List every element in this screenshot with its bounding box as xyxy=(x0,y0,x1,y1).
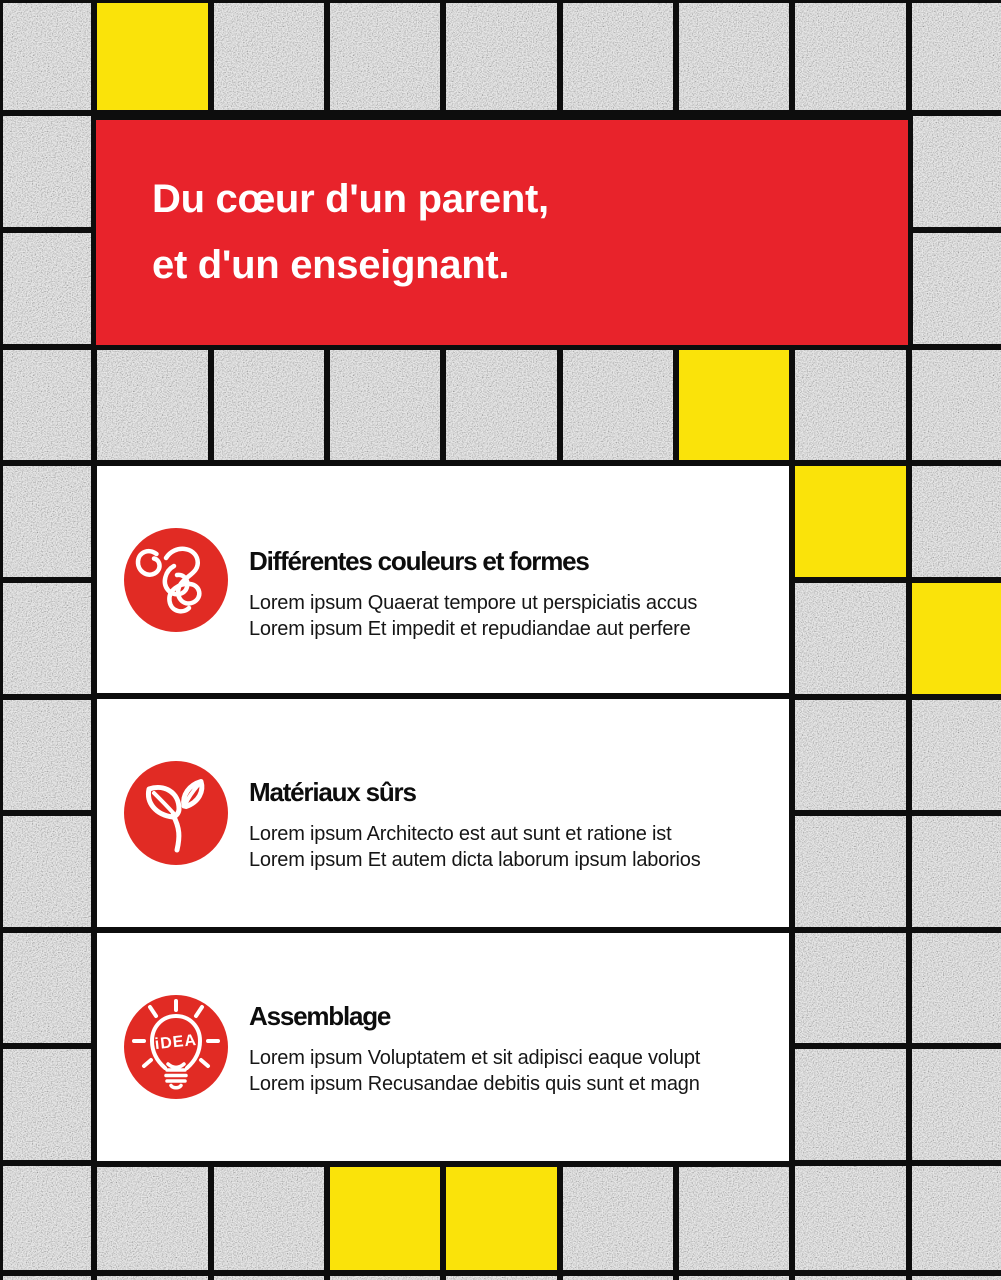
grid-top-edge xyxy=(0,0,1001,3)
card-body-line: Lorem ipsum Et autem dicta laborum ipsum laborios xyxy=(249,849,701,871)
grid-left-edge xyxy=(0,0,3,1280)
card-title: Différentes couleurs et formes xyxy=(249,545,589,576)
card-title: Matériaux sûrs xyxy=(249,777,416,807)
headline-line-1: Du cœur d'un parent, xyxy=(152,177,549,221)
feature-card-assembly xyxy=(97,933,789,1161)
card-body xyxy=(249,821,701,873)
idea-lightbulb-icon xyxy=(123,994,229,1100)
card-title: Assemblage xyxy=(249,1001,391,1031)
card-body-line: Lorem ipsum Et impedit et repudiandae aut perfere xyxy=(249,617,691,640)
feature-cards xyxy=(91,460,795,1167)
card-body xyxy=(249,1045,700,1097)
card-body-line: Lorem ipsum Recusandae debitis quis sunt et magn xyxy=(249,1073,700,1095)
card-body-line: Lorem ipsum Architecto est aut sunt et ratione ist xyxy=(249,823,672,845)
card-body-line: Lorem ipsum Quaerat tempore ut perspiciatis accus xyxy=(249,591,698,614)
card-body-line: Lorem ipsum Voluptatem et sit adipisci eaque volupt xyxy=(249,1047,701,1069)
plant-sprout-icon xyxy=(123,760,229,866)
scribble-icon xyxy=(123,527,229,633)
grid-horizontal-line xyxy=(0,1270,1001,1276)
feature-card-colors xyxy=(97,466,789,693)
headline-banner xyxy=(91,115,913,350)
card-body xyxy=(249,590,697,642)
idea-label: iDEA xyxy=(154,1031,198,1054)
feature-card-materials xyxy=(97,699,789,927)
headline-line-2: et d'un enseignant. xyxy=(152,243,510,287)
